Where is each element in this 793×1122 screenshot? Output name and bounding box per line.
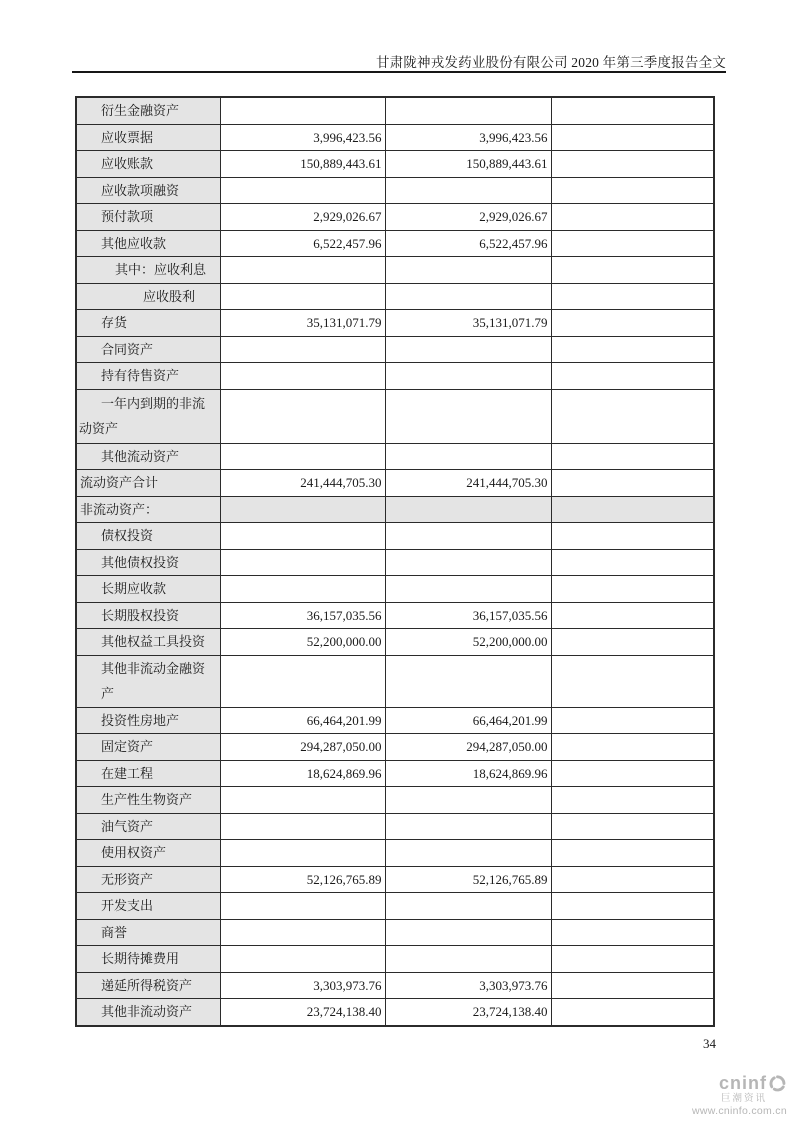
value-current-cell: 3,996,423.56 [220, 124, 385, 151]
value-prior-cell [385, 389, 551, 443]
value-prior-cell [385, 443, 551, 470]
item-cell [76, 523, 220, 550]
table-row [76, 840, 714, 867]
value-prior-cell: 36,157,035.56 [385, 602, 551, 629]
notes-cell [551, 707, 714, 734]
item-cell [76, 97, 220, 124]
item-cell [76, 972, 220, 999]
row-label: 衍生金融资产 [101, 103, 180, 118]
value-prior-cell [385, 787, 551, 814]
value-current-cell: 3,303,973.76 [220, 972, 385, 999]
value-current-cell [220, 523, 385, 550]
notes-cell [551, 496, 714, 523]
row-label: 商誉 [101, 924, 128, 940]
page-number: 34 [703, 1036, 716, 1051]
row-label: 合同资产 [101, 341, 154, 357]
notes-cell [551, 602, 714, 629]
table-row [76, 629, 714, 656]
value-current-cell: 35,131,071.79 [220, 310, 385, 337]
value-prior-cell [385, 496, 551, 523]
value-current-cell [220, 283, 385, 310]
item-cell [76, 576, 220, 603]
value-prior-cell: 150,889,443.61 [385, 151, 551, 178]
table-row [76, 707, 714, 734]
value-prior-cell [385, 177, 551, 204]
item-cell [76, 549, 220, 576]
value-current-cell: 6,522,457.96 [220, 230, 385, 257]
table-row [76, 310, 714, 337]
item-cell [76, 177, 220, 204]
item-cell [76, 602, 220, 629]
value-prior-cell [385, 549, 551, 576]
notes-cell [551, 151, 714, 178]
value-current-cell [220, 655, 385, 707]
row-label: 其他权益工具投资 [101, 634, 206, 649]
value-prior-cell: 35,131,071.79 [385, 310, 551, 337]
value-prior-cell [385, 919, 551, 946]
item-cell [76, 151, 220, 178]
value-current-cell [220, 576, 385, 603]
table-row [76, 124, 714, 151]
value-current-cell [220, 813, 385, 840]
row-label: 预付款项 [101, 209, 154, 224]
value-prior-cell: 6,522,457.96 [385, 230, 551, 257]
row-label: 其他非流动资产 [101, 1004, 193, 1019]
value-prior-cell: 52,126,765.89 [385, 866, 551, 893]
value-prior-cell [385, 946, 551, 973]
value-current-cell [220, 336, 385, 363]
notes-cell [551, 336, 714, 363]
value-current-cell: 66,464,201.99 [220, 707, 385, 734]
notes-cell [551, 470, 714, 497]
value-current-cell [220, 97, 385, 124]
value-current-cell [220, 496, 385, 523]
value-current-cell: 18,624,869.96 [220, 760, 385, 787]
table-row [76, 602, 714, 629]
table-row [76, 946, 714, 973]
table-row [76, 151, 714, 178]
value-prior-cell: 3,303,973.76 [385, 972, 551, 999]
value-current-cell [220, 946, 385, 973]
row-label: 其他应收款 [101, 235, 167, 251]
value-current-cell [220, 443, 385, 470]
value-current-cell: 294,287,050.00 [220, 734, 385, 761]
value-prior-cell: 23,724,138.40 [385, 999, 551, 1026]
notes-cell [551, 576, 714, 603]
row-label: 无形资产 [101, 871, 154, 887]
item-cell [76, 946, 220, 973]
value-current-cell: 23,724,138.40 [220, 999, 385, 1026]
table-row [76, 866, 714, 893]
row-label: 递延所得税资产 [101, 977, 193, 993]
notes-cell [551, 813, 714, 840]
item-cell [76, 283, 220, 310]
logo-url: www.cninfo.com.cn [692, 1104, 787, 1117]
row-label: 应收款项融资 [101, 182, 180, 198]
table-row [76, 999, 714, 1026]
item-cell [76, 230, 220, 257]
notes-cell [551, 760, 714, 787]
notes-cell [551, 972, 714, 999]
item-cell [76, 813, 220, 840]
notes-cell [551, 893, 714, 920]
row-label: 应收账款 [101, 156, 154, 171]
notes-cell [551, 177, 714, 204]
swirl-icon [768, 1074, 787, 1093]
value-prior-cell [385, 840, 551, 867]
notes-cell [551, 866, 714, 893]
item-cell [76, 204, 220, 231]
table-row [76, 523, 714, 550]
item-cell [76, 707, 220, 734]
item-cell [76, 310, 220, 337]
notes-cell [551, 310, 714, 337]
value-prior-cell: 241,444,705.30 [385, 470, 551, 497]
item-cell [76, 496, 220, 523]
balance-sheet-table [75, 96, 715, 1027]
value-prior-cell: 18,624,869.96 [385, 760, 551, 787]
item-cell [76, 470, 220, 497]
notes-cell [551, 840, 714, 867]
table-row [76, 257, 714, 284]
row-label: 固定资产 [101, 739, 154, 754]
item-cell [76, 919, 220, 946]
notes-cell [551, 655, 714, 707]
row-label: 流动资产合计 [80, 475, 159, 490]
value-prior-cell: 3,996,423.56 [385, 124, 551, 151]
value-current-cell [220, 919, 385, 946]
table-row [76, 230, 714, 257]
value-current-cell [220, 549, 385, 576]
table-row [76, 443, 714, 470]
value-current-cell: 52,200,000.00 [220, 629, 385, 656]
table-row [76, 813, 714, 840]
item-cell [76, 866, 220, 893]
table-row [76, 496, 714, 523]
value-prior-cell [385, 283, 551, 310]
table-row [76, 97, 714, 124]
table-row [76, 655, 714, 707]
item-cell [76, 840, 220, 867]
value-prior-cell [385, 655, 551, 707]
value-prior-cell [385, 893, 551, 920]
notes-cell [551, 919, 714, 946]
row-label: 其中：应收利息 [115, 262, 207, 277]
table-row [76, 760, 714, 787]
logo-text: cninf [719, 1073, 767, 1094]
notes-cell [551, 283, 714, 310]
row-label: 长期应收款 [101, 581, 167, 596]
notes-cell [551, 549, 714, 576]
table-row [76, 787, 714, 814]
row-label: 其他流动资产 [101, 448, 180, 464]
notes-cell [551, 389, 714, 443]
row-label: 应收票据 [101, 129, 154, 145]
value-prior-cell [385, 336, 551, 363]
item-cell [76, 257, 220, 284]
value-current-cell: 2,929,026.67 [220, 204, 385, 231]
value-current-cell: 150,889,443.61 [220, 151, 385, 178]
row-label: 其他非流动金融资产 [101, 660, 206, 701]
value-prior-cell [385, 813, 551, 840]
notes-cell [551, 734, 714, 761]
cninfo-logo [692, 1074, 787, 1117]
table-row [76, 470, 714, 497]
balance-sheet-section [75, 96, 715, 1027]
item-cell [76, 655, 220, 707]
value-prior-cell [385, 576, 551, 603]
row-label: 一年内到期的非流动资产 [79, 395, 206, 436]
value-current-cell [220, 840, 385, 867]
table-row [76, 177, 714, 204]
row-label: 应收股利 [143, 288, 196, 304]
value-current-cell [220, 389, 385, 443]
item-cell [76, 999, 220, 1026]
row-label: 长期股权投资 [101, 607, 180, 623]
value-current-cell: 52,126,765.89 [220, 866, 385, 893]
table-row [76, 893, 714, 920]
notes-cell [551, 230, 714, 257]
item-cell [76, 336, 220, 363]
value-prior-cell [385, 257, 551, 284]
row-label: 持有待售资产 [101, 368, 180, 383]
notes-cell [551, 523, 714, 550]
item-cell [76, 734, 220, 761]
notes-cell [551, 363, 714, 390]
item-cell [76, 363, 220, 390]
item-cell [76, 124, 220, 151]
row-label: 开发支出 [101, 898, 154, 913]
table-row [76, 576, 714, 603]
notes-cell [551, 629, 714, 656]
item-cell [76, 787, 220, 814]
header-rule [72, 71, 726, 73]
table-row [76, 336, 714, 363]
value-prior-cell [385, 97, 551, 124]
table-row [76, 919, 714, 946]
item-cell [76, 893, 220, 920]
table-row [76, 363, 714, 390]
row-label: 非流动资产： [80, 501, 159, 517]
value-prior-cell: 66,464,201.99 [385, 707, 551, 734]
table-row [76, 549, 714, 576]
value-current-cell [220, 257, 385, 284]
logo-caption: 巨潮资讯 [720, 1093, 767, 1104]
row-label: 生产性生物资产 [101, 792, 193, 807]
item-cell [76, 760, 220, 787]
logo-wordmark [692, 1074, 787, 1093]
value-current-cell: 241,444,705.30 [220, 470, 385, 497]
notes-cell [551, 97, 714, 124]
row-label: 油气资产 [101, 818, 154, 834]
row-label: 其他债权投资 [101, 554, 180, 570]
value-current-cell: 36,157,035.56 [220, 602, 385, 629]
value-prior-cell: 52,200,000.00 [385, 629, 551, 656]
table-row [76, 204, 714, 231]
row-label: 使用权资产 [101, 845, 167, 860]
notes-cell [551, 999, 714, 1026]
page-header-title: 甘肃陇神戎发药业股份有限公司 2020 年第三季度报告全文 [375, 55, 726, 70]
row-label: 存货 [101, 315, 128, 330]
table-row [76, 283, 714, 310]
notes-cell [551, 204, 714, 231]
notes-cell [551, 124, 714, 151]
item-cell [76, 629, 220, 656]
value-current-cell [220, 787, 385, 814]
notes-cell [551, 946, 714, 973]
row-label: 长期待摊费用 [101, 951, 180, 966]
value-prior-cell: 2,929,026.67 [385, 204, 551, 231]
value-prior-cell [385, 523, 551, 550]
value-current-cell [220, 893, 385, 920]
value-prior-cell: 294,287,050.00 [385, 734, 551, 761]
notes-cell [551, 787, 714, 814]
value-current-cell [220, 363, 385, 390]
table-row [76, 972, 714, 999]
row-label: 投资性房地产 [101, 712, 180, 728]
notes-cell [551, 443, 714, 470]
table-row [76, 734, 714, 761]
notes-cell [551, 257, 714, 284]
item-cell [76, 443, 220, 470]
item-cell [76, 389, 220, 443]
table-row [76, 389, 714, 443]
row-label: 在建工程 [101, 765, 154, 781]
value-prior-cell [385, 363, 551, 390]
value-current-cell [220, 177, 385, 204]
row-label: 债权投资 [101, 528, 154, 543]
